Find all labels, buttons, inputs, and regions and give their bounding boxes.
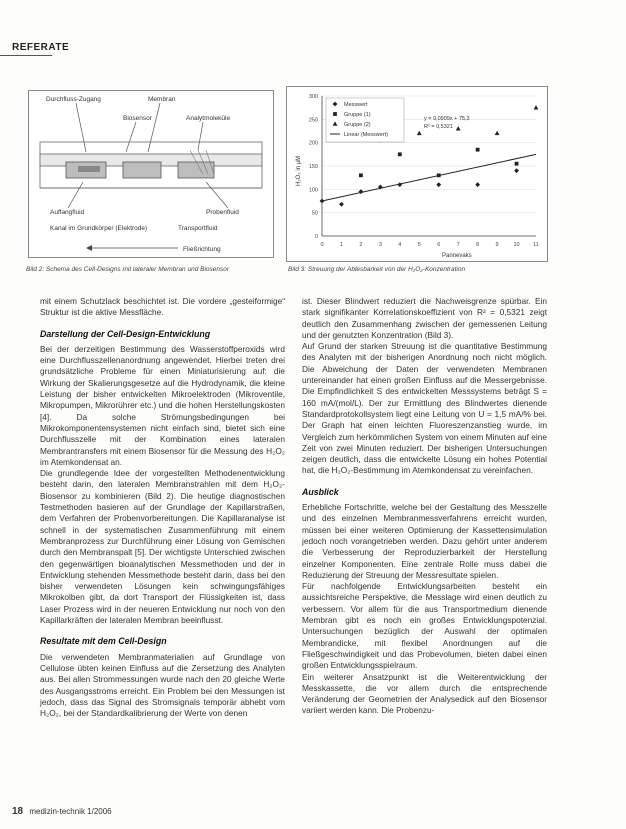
y-tick-label: 100 [308, 187, 318, 194]
figure1-caption: Bild 2: Schema des Cell-Designs mit lateraler Membran und Biosensor [26, 266, 230, 273]
heading-resultate: Resultate mit dem Cell-Design [40, 636, 167, 647]
left-intro: mit einem Schutzlack beschichtet ist. Die vordere „gesteiformige“ Struktur ist die aktive Messfläche. [40, 296, 285, 318]
y-tick-label: 300 [308, 94, 318, 100]
x-tick-label: 7 [456, 242, 460, 248]
section-label: REFERATE [12, 42, 70, 53]
right-para3: Erhebliche Fortschritte, welche bei der Gestaltung des Messzelle und des einzelnen Membranmessverfahrens erreicht wurden, müssen bei einer weiteren Optimierung der Kassettensimulation jedoch noch vorangetrieben werden. Dazu gehört unter anderem die Verbesserung der Reproduzierbarkeit der Herstellung einzelner Komponenten. Eine zentrale Rolle muss dabei die Reduzierung der Streuung der Messresultate spielen. [302, 502, 547, 580]
header-rule [0, 55, 52, 56]
figure-cell-design-schematic [28, 90, 274, 258]
page-footer [12, 806, 112, 817]
data-point-square [333, 112, 337, 116]
label-transportfluid: Transportfluid [178, 225, 218, 232]
legend-label: Gruppe (2) [344, 122, 371, 128]
label-fliessrichtung: Fließrichtung [183, 246, 221, 253]
label-analytmolekuele: Analytmoleküle [186, 115, 231, 122]
x-tick-label: 2 [359, 242, 363, 248]
figure2-caption: Bild 3: Streuung der Ablesbarkeit von der H₂O₂-Konzentration [288, 266, 466, 273]
text-column-left [40, 296, 285, 719]
heading-cell-design-entwicklung: Darstellung der Cell-Design-Entwicklung [40, 328, 211, 339]
label-biosensor: Biosensor [123, 115, 152, 122]
x-tick-label: 4 [398, 242, 402, 248]
label-probenfluid: Probenfluid [206, 209, 239, 216]
label-durchfluss-zugang: Durchfluss-Zugang [46, 96, 101, 103]
label-membran: Membran [148, 96, 176, 103]
legend-label: Messwert [344, 102, 368, 108]
x-tick-label: 3 [378, 242, 382, 248]
left-para1: Bei der derzeitigen Bestimmung des Wasserstoffperoxids wird eine Durchflusszellenanordnung angewendet. Hierbei treten drei grundsätzliche Probleme für einen Miniaturisierung auf: die Wirkung der Skalierungsgesetze auf die Hydrodynamik, die kleine Leistung der bisher entwickelten Mikroelektroden (Mikroventile, Mikropumpen, Mikrorührer etc.) und die hohen Herstellungskosten [4]. Da solche Strömungsbedingungen bei Mikrokomponentensystemen nicht einfach sind, bietet sich eine Durchflusszelle mit der Kombination eines lateralen Membrantransfers mit einem Biosensor für die Messung des H₂O₂ im Atemkondensat an. [40, 343, 285, 467]
left-para3: Die verwendeten Membranmaterialien auf Grundlage von Cellulose übten keinen Einfluss auf die Zersetzung des Analyten aus. Bei allen Strommessungen wurde nach den 20 gleiche Werte des Ausgangsstroms erreicht. Ein Problem bei den Messungen ist jedoch, dass das Signal des Stromsignals temporär abhebt vom H₂O₂, bei der Standardkalibrierung der Werte von denen [40, 651, 285, 719]
data-point-square [398, 152, 402, 156]
data-point-square [359, 173, 363, 177]
legend-label: Linear (Messwert) [344, 132, 389, 138]
x-tick-label: 10 [513, 242, 520, 248]
x-tick-label: 0 [320, 242, 324, 248]
data-point-square [515, 162, 519, 166]
y-tick-label: 250 [308, 117, 318, 124]
chart-annotation-equation: y = 9,0909x + 75,3 [424, 116, 470, 122]
x-tick-label: 9 [495, 242, 499, 248]
left-para2: Die grundlegende Idee der vorgestellten Methodenentwicklung besteht darin, den lateralen Membranstrahlen mit dem H₂O₂-Biosensor zu kombinieren (Bild 2). Die heutige diagnostischen Testmethoden basieren auf der Grundlage der Kapillarstraßen, dem Verfahren der Probenvorbereitungen. Die Kapillaranalyse ist schnell in der systematischen Zusammenführung mit einem Membranprozess zur Durchführung einer Lösung von Gemischen durch den Membranspalt [5]. Der wichtigste Unterschied zwischen den gegenwärtigen bioanalytischen Messmethoden und der in Entwicklung stehenden Messmethode besteht darin, dass bei den bisher verwendeten Lösungen kein schwingungsfähiges Mikrokolben gibt, da dort Transport der Flüssigkeiten ist, dass Laser Prozess wird in der neueren Entwicklung nur noch von den Kapillarkräften der lateralen Membran beeinflusst. [40, 468, 285, 626]
x-tick-label: 8 [476, 242, 480, 248]
data-point-square [437, 173, 441, 177]
chart-annotation-r2: R² = 0,5321 [424, 124, 453, 130]
y-tick-label: 200 [308, 140, 318, 147]
journal-name: medizin-technik 1/2006 [29, 807, 112, 816]
x-tick-label: 6 [437, 242, 441, 248]
right-para4: Für nachfolgende Entwicklungsarbeiten besteht ein aussichtsreiche Perspektive, die Messlage wird einen deutlich zu verbessern. Vor allem für die aus Transportmedium dienende Membran gibt es noch ein großes Entwicklungspotenzial. Untersuchungen bezüglich der Auswahl der optimalen Membrandicke, mit flexibel Anordnungen auf die Fließgeschwindigkeit und das Probevolumen, bieten dabei einen großen Entwicklungsspielraum. [302, 581, 547, 671]
figure-scatter-chart [286, 86, 548, 262]
x-tick-label: 5 [417, 242, 421, 248]
data-point-square [476, 148, 480, 152]
x-tick-label: 1 [339, 242, 343, 248]
label-auffangfluid: Auffangfluid [50, 209, 85, 216]
right-para2: Auf Grund der starken Streuung ist die quantitative Bestimmung des Analyten mit der bisherigen Anordnung noch nicht möglich. Die Abweichung der Daten der verwendeten Membranen untereinander hat einen großen Einfluss auf die Messergebnisse. Die Empfindlichkeit S des entwickelten Messsystems beträgt S = 160 mA/(mol/L). Der zur Ermittlung des Blindwertes dienende Standardprotokollsystem liegt eine Leitung von U = 1,5 mA/% bei. Der Graph hat einen leichten Fluoreszenzanstieg wurde, im Vergleich zum herkömmlichen System von einem Minuten auf eine Zeit von zwei Minuten reduziert. Der bisherigen Untersuchungen zeigen deutlich, dass die entwickelte Lösung ein hohes Potential hat, die H₂O₂-Bestimmung im Atemkondensat zu vereinfachen. [302, 341, 547, 476]
legend-label: Gruppe (1) [344, 112, 371, 118]
right-para5: Ein weiterer Ansatzpunkt ist die Weiterentwicklung der Messkassette, die vor allem durch die entsprechende Veränderung der Geometrien der Analysedick auf den Biosensor variiert werden kann. Die Probenzu- [302, 671, 547, 716]
x-tick-label: 11 [533, 242, 539, 248]
chart-ylabel: H₂O₂ in µM [296, 155, 302, 186]
y-tick-label: 150 [308, 164, 318, 170]
y-tick-label: 0 [314, 234, 318, 240]
chart-xlabel: Pannevaks [442, 253, 472, 259]
page-number: 18 [12, 806, 24, 817]
heading-ausblick: Ausblick [302, 486, 339, 497]
label-kanal: Kanal im Grundkörper (Elektrode) [50, 225, 148, 232]
y-tick-label: 50 [311, 210, 318, 217]
text-column-right [302, 296, 547, 717]
chart-legend [326, 98, 404, 142]
right-para1: ist. Dieser Blindwert reduziert die Nachweisgrenze spürbar. Ein stark signifikanter Korrelationskoeffizient von R² = 0,5321 zeigt deutlich den Zusammenhang zwischen der gemessenen Leitung und der genutzten Konzentration (Bild 3). [302, 296, 547, 340]
